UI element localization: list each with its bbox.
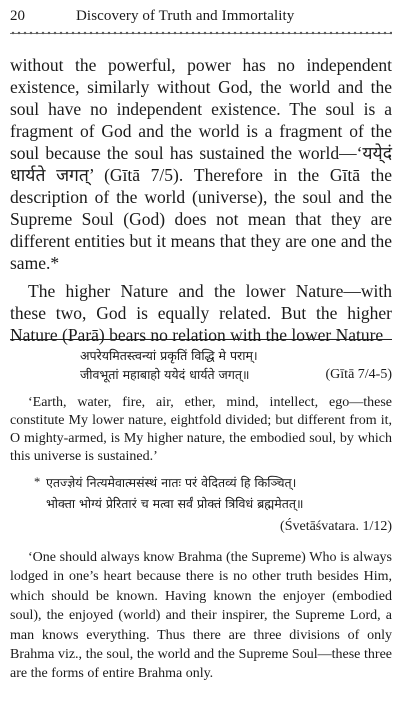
sanskrit-verse-1 [10,346,392,384]
verse-1-line-2: जीवभूतां महाबाहो ययेदं धार्यते जगत्॥ [80,367,250,382]
footnote-divider [10,339,392,340]
verse-commentary: ‘One should always know Brahma (the Supreme) Who is always lodged in one’s heart because there is no other truth besides Him, which should be known. Having known the enjoyer (embodied soul), the enjoyed (world) and their inspirer, the Supreme Lord, a man knows everything. Thus there are three divisions of only Brahma viz., the soul, the world and the Supreme Soul—these three are the forms of entire Brahma only. [10,550,392,682]
page-number: 20 [10,8,25,24]
footnote-marker: * [34,475,41,489]
verse-2-line-2: भोक्ता भोग्यं प्रेरितारं च मत्वा सर्वं प्रोक्तं त्रिविधं ब्रह्ममेतत्॥ [46,496,304,511]
main-text [10,54,392,346]
header-ornament-rule [10,30,392,36]
sanskrit-verse-2 [10,472,392,514]
paragraph-2: The higher Nature and the lower Nature—with these two, God is equally related. But the higher Nature (Parā) bears no relation with the lower Nature [10,281,392,345]
verse-2-line-1: एतज्ज्ञेयं नित्यमेवात्मसंस्थं नातः परं वेदितव्यं हि किञ्चित्। [46,475,297,490]
running-title: Discovery of Truth and Immortality [76,8,295,24]
verse-translation: ‘Earth, water, fire, air, ether, mind, intellect, ego—these constitute My lower nature, eightfold divided; but different from it, O mighty-armed, is My higher nature, the embodied soul, by which this universe is sustained.’ [10,395,392,464]
verse-2-reference: (Śvetāśvatara. 1/12) [280,519,392,534]
verse-1-line-1: अपरेयमितस्त्वन्यां प्रकृतिं विद्धि मे पराम्। [80,348,258,363]
footnotes [10,346,392,684]
page-header [10,6,392,26]
verse-1-reference: (Gītā 7/4-5) [325,367,392,382]
paragraph-1: without the powerful, power has no independent existence, similarly without God, the world and the soul have no independent existence. The soul is a fragment of God and the world is a fragment of the soul because the soul has sustained the world—‘यये्दं धार्यते जगत्’ (Gītā 7/5). Therefore in the Gītā the description of the world (universe), the soul and the Supreme Soul (God) does not mean that they are different entities but it means that they are one and the same.* [10,55,392,273]
